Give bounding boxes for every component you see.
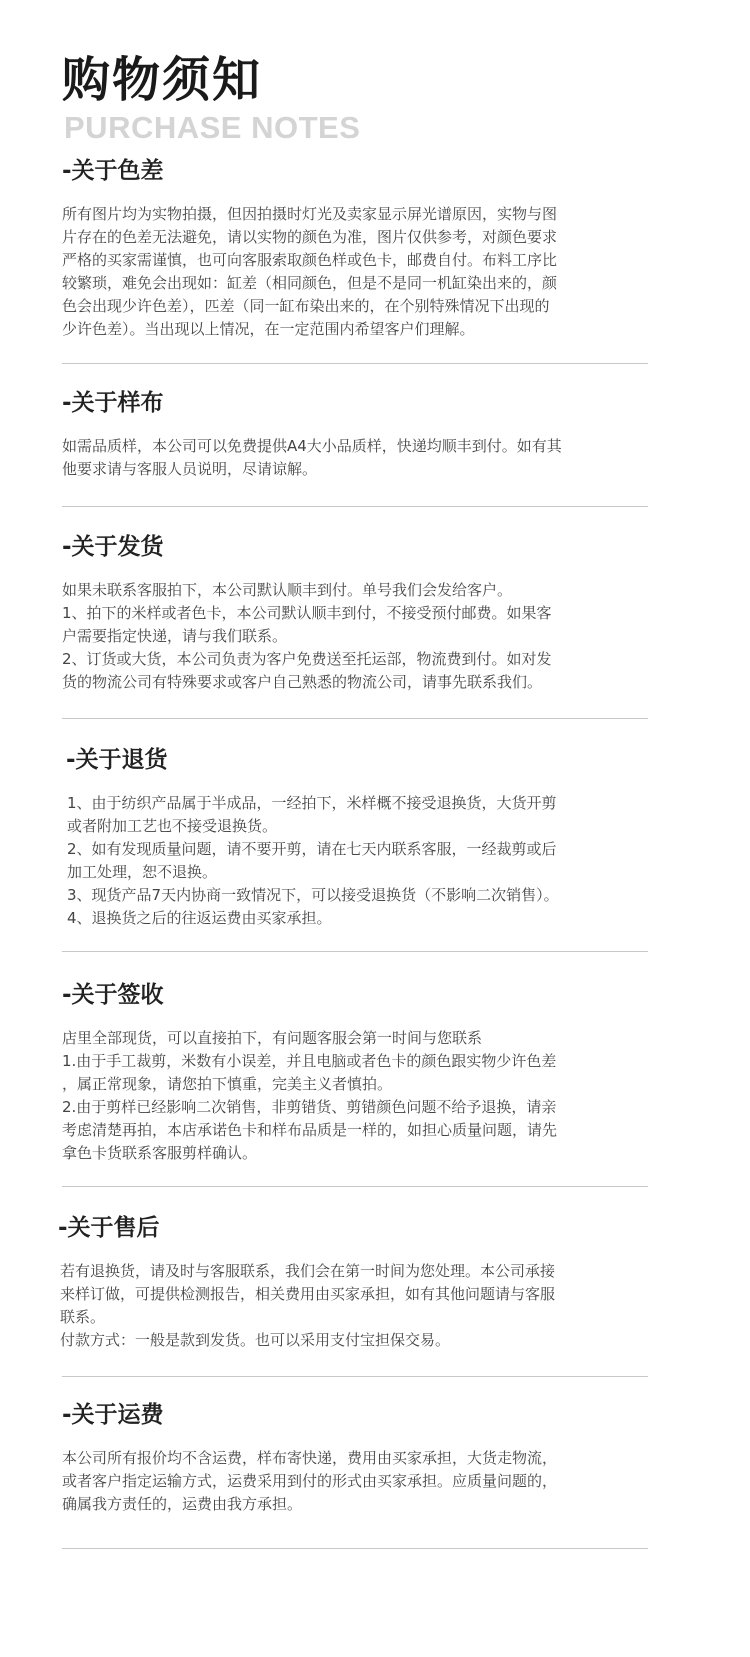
body-line: 考虑清楚再拍，本店承诺色卡和样布品质是一样的，如担心质量问题，请先	[62, 1121, 558, 1139]
body-line: 加工处理，恕不退换。	[67, 863, 218, 881]
body-line: 4、退换货之后的往返运费由买家承担。	[67, 909, 332, 927]
section-divider	[62, 506, 648, 507]
body-line: 1、由于纺织产品属于半成品，一经拍下，米样概不接受退换货，大货开剪	[67, 794, 557, 812]
section-heading: -关于退货	[66, 747, 168, 773]
body-line: 户需要指定快递，请与我们联系。	[62, 627, 288, 645]
body-line: 2.由于剪样已经影响二次销售，非剪错货、剪错颜色问题不给予退换，请亲	[62, 1098, 557, 1116]
body-line: 确属我方责任的，运费由我方承担。	[62, 1495, 303, 1513]
body-line: 1.由于手工裁剪，米数有小误差，并且电脑或者色卡的颜色跟实物少许色差	[62, 1052, 557, 1070]
body-line: 较繁琐，难免会出现如：缸差（相同颜色，但是不是同一机缸染出来的，颜	[62, 274, 558, 292]
section-heading: -关于样布	[62, 390, 164, 416]
page-subtitle: PURCHASE NOTES	[64, 110, 361, 145]
section-divider	[62, 1376, 648, 1377]
body-line: 3、现货产品7天内协商一致情况下，可以接受退换货（不影响二次销售）。	[67, 886, 559, 904]
body-line: 或者客户指定运输方式，运费采用到付的形式由买家承担。应质量问题的，	[62, 1472, 558, 1490]
body-line: 货的物流公司有特殊要求或客户自己熟悉的物流公司，请事先联系我们。	[62, 673, 543, 691]
body-line: 如果未联系客服拍下，本公司默认顺丰到付。单号我们会发给客户。	[62, 581, 513, 599]
section-body	[62, 579, 692, 694]
section-freight	[62, 1400, 692, 1516]
body-line: 2、订货或大货，本公司负责为客户免费送至托运部，物流费到付。如对发	[62, 650, 552, 668]
section-heading: -关于发货	[62, 534, 164, 560]
section-sample-fabric	[62, 388, 692, 481]
body-line: 本公司所有报价均不含运费，样布寄快递，费用由买家承担，大货走物流，	[62, 1449, 558, 1467]
body-line: 严格的买家需谨慎，也可向客服索取颜色样或色卡，邮费自付。布料工序比	[62, 251, 558, 269]
section-body	[62, 1447, 692, 1516]
body-line: 2、如有发现质量问题，请不要开剪，请在七天内联系客服，一经裁剪或后	[67, 840, 557, 858]
body-line: 片存在的色差无法避免，请以实物的颜色为准，图片仅供参考，对颜色要求	[62, 228, 558, 246]
body-line: 色会出现少许色差），匹差（同一缸布染出来的，在个别特殊情况下出现的	[62, 297, 550, 315]
section-body	[58, 1260, 688, 1352]
body-line: 来样订做，可提供检测报告，相关费用由买家承担，如有其他问题请与客服	[60, 1285, 556, 1303]
body-line: 付款方式：一般是款到发货。也可以采用支付宝担保交易。	[60, 1331, 451, 1349]
body-line: 店里全部现货，可以直接拍下，有问题客服会第一时间与您联系	[62, 1029, 483, 1047]
body-line: 他要求请与客服人员说明，尽请谅解。	[62, 460, 318, 478]
body-line: 拿色卡货联系客服剪样确认。	[62, 1144, 258, 1162]
section-divider	[62, 363, 648, 364]
body-line: 联系。	[60, 1308, 106, 1326]
body-line: 如需品质样，本公司可以免费提供A4大小品质样，快递均顺丰到付。如有其	[62, 437, 562, 455]
section-after-sales	[58, 1213, 688, 1352]
section-divider	[62, 951, 648, 952]
section-receipt	[62, 980, 692, 1165]
section-shipping	[62, 532, 692, 694]
section-divider	[62, 718, 648, 719]
page-title: 购物须知	[62, 52, 263, 108]
section-body	[62, 792, 692, 930]
section-body	[62, 1027, 692, 1165]
section-returns	[62, 745, 692, 930]
section-heading: -关于售后	[58, 1215, 160, 1241]
body-line: ，属正常现象，请您拍下慎重，完美主义者慎拍。	[62, 1075, 393, 1093]
section-divider	[62, 1186, 648, 1187]
section-heading: -关于运费	[62, 1402, 164, 1428]
section-heading: -关于签收	[62, 982, 164, 1008]
body-line: 1、拍下的米样或者色卡，本公司默认顺丰到付，不接受预付邮费。如果客	[62, 604, 552, 622]
body-line: 所有图片均为实物拍摄，但因拍摄时灯光及卖家显示屏光谱原因，实物与图	[62, 205, 558, 223]
body-line: 若有退换货，请及时与客服联系，我们会在第一时间为您处理。本公司承接	[60, 1262, 556, 1280]
section-color-difference	[62, 156, 692, 341]
section-body	[62, 435, 692, 481]
body-line: 或者附加工艺也不接受退换货。	[67, 817, 278, 835]
section-body	[62, 203, 692, 341]
body-line: 少许色差）。当出现以上情况，在一定范围内希望客户们理解。	[62, 320, 475, 338]
section-heading: -关于色差	[62, 158, 164, 184]
section-divider	[62, 1548, 648, 1549]
